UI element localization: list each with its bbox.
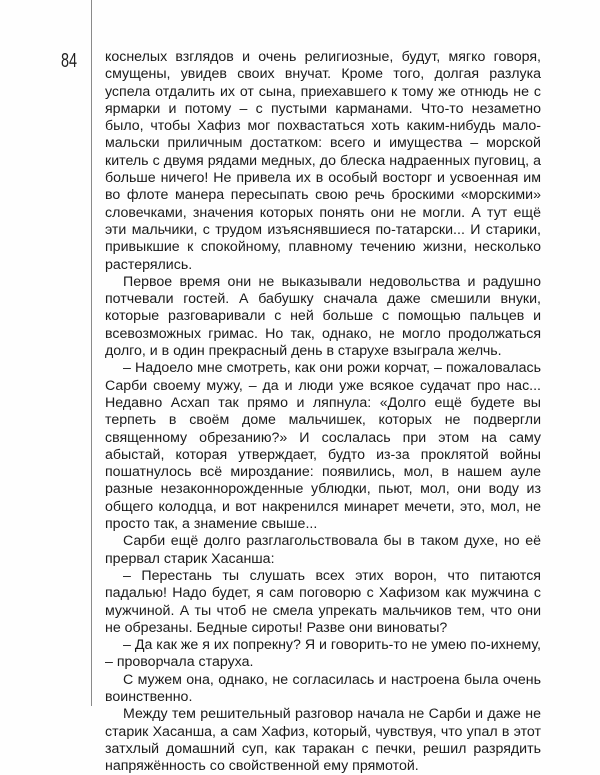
- paragraph: Между тем решительный разговор начала не Сарби и даже не старик Хасанша, а сам Хафиз, который, чувствуя, что упал в этот затхлый домашний суп, как таракан с печки, решил разрядить напряжённость со свойственной ему прямотой.: [105, 706, 541, 775]
- paragraph: – Перестань ты слушать всех этих ворон, что питаются падалью! Надо будет, я сам поговорю с Хафизом как мужчина с мужчиной. А ты чтоб не смела упрекать мальчиков тем, что они не обрезаны. Бедные сироты! Разве они виноваты?: [105, 567, 541, 636]
- body-text: [105, 49, 541, 775]
- paragraph: С мужем она, однако, не согласилась и настроена была очень воинственно.: [105, 671, 541, 705]
- page-number: 84: [61, 50, 78, 72]
- paragraph: коснелых взглядов и очень религиозные, будут, мягко говоря, смущены, увидев своих внучат. Кроме того, долгая разлука успела отдалить их от сына, приехавшего к тому же отнюдь не с ярмарки и потому – с пустыми карманами. Что-то незаметно было, чтобы Хафиз мог похвастаться хоть каким-нибудь мало-мальски приличным достатком: всего и имущества – морской китель с двумя рядами медных, до блеска надраенных пуговиц, а больше ничего! Не привела их в особый восторг и усвоенная им во флоте манера пересыпать свою речь броскими «морскими» словечками, значения которых понять они не могли. А тут ещё эти мальчики, с трудом изъяснявшиеся по-татарски... И старики, привыкшие к спокойному, плавному течению жизни, несколько растерялись.: [105, 49, 541, 273]
- paragraph: – Да как же я их попрекну? Я и говорить-то не умею по-ихнему, – проворчала старуха.: [105, 637, 541, 671]
- paragraph: – Надоело мне смотреть, как они рожи корчат, – пожаловалась Сарби своему мужу, – да и люди уже всякое судачат про нас... Недавно Асхап так прямо и ляпнула: «Долго ещё будете вы терпеть в своём доме мальчишек, которых не подвергли священному обрезанию?» И сослалась при этом на саму абыстай, которая утверждает, будто из-за проклятой войны пошатнулось всё мироздание: появились, мол, в нашем ауле разные незаконнорожденные ублюдки, пьют, мол, они воду из общего колодца, и вот накренился минарет мечети, это, мол, не просто так, а знамение свыше...: [105, 360, 541, 533]
- paragraph: Первое время они не выказывали недовольства и радушно потчевали гостей. А бабушку сначала даже смешили внуки, которые разговаривали с ней больше с помощью пальцев и всевозможных гримас. Но так, однако, не могло продолжаться долго, и в один прекрасный день в старухе взыграла желчь.: [105, 273, 541, 360]
- page-margin-rule: [91, 0, 92, 706]
- paragraph: Сарби ещё долго разглагольствовала бы в таком духе, но её прервал старик Хасанша:: [105, 533, 541, 567]
